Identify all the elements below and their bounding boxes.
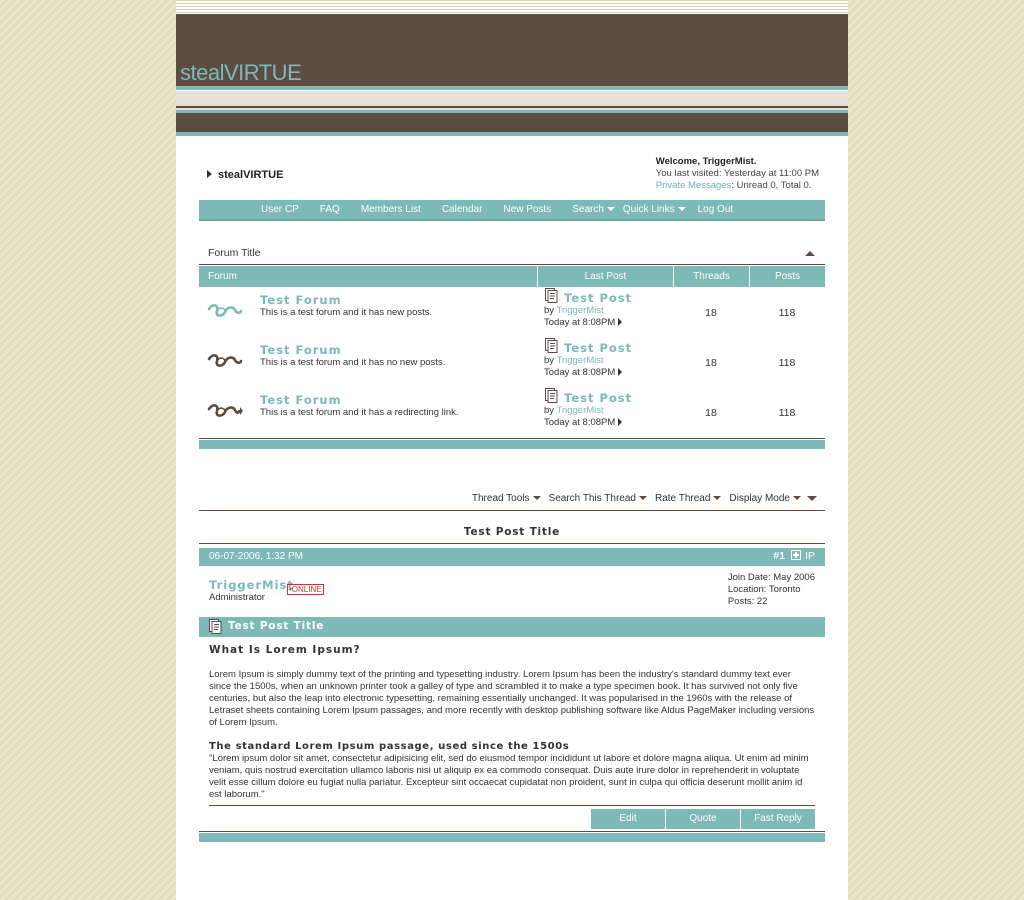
nav-calendar[interactable]: Calendar (441, 204, 483, 215)
forum-section-title: Forum Title (208, 247, 261, 259)
header-band (176, 86, 848, 136)
last-post-date-text: Today at 8:08PM (544, 367, 616, 378)
ip-expand-icon[interactable] (791, 550, 801, 560)
last-post-date (544, 417, 622, 428)
forum-table-footer (199, 438, 825, 449)
thread-title: Test Post Title (463, 526, 561, 538)
last-post-date (544, 367, 622, 378)
post-date: 06-07-2006, 1:32 PM (209, 551, 303, 562)
post-permalink[interactable]: #1 (773, 550, 786, 562)
post-icon (545, 388, 558, 403)
forum-description: This is a test forum and it has a redirecting link. (260, 407, 459, 418)
post-paragraph-2: "Lorem ipsum dolor sit amet, consectetur adipisicing elit, sed do eiusmod tempor incididunt ut labore et dolore magna aliqua. Ut enim ad minim veniam, quis nostrud exercitation ullamco laboris nisi ut aliquip ex ea commodo consequat. Duis aute irure dolor in reprehenderit in voluptate velit esse cillum dolore eu fugiat nulla pariatur. Excepteur sint occaecat cupidatat non proident, sunt in culpa qui officia deserunt mollit anim id est laborum." (209, 753, 809, 800)
post-header (199, 546, 825, 566)
nav-members-list[interactable]: Members List (360, 204, 421, 215)
post-icon (545, 338, 558, 353)
thread-count: 18 (705, 357, 717, 369)
post-title-bar (199, 617, 825, 637)
location: Location: Toronto (727, 584, 801, 595)
breadcrumb[interactable] (207, 169, 283, 181)
last-post-user-link[interactable]: TriggerMist (556, 405, 604, 416)
thread-tools-bar (199, 492, 825, 511)
page (176, 0, 848, 900)
thread-count: 18 (705, 307, 717, 319)
last-post-by (544, 405, 604, 416)
forum-name-link[interactable]: Test Forum (260, 293, 342, 307)
forum-new-icon (207, 301, 243, 321)
online-status-badge: •ONLINE (289, 585, 322, 594)
last-visited: You last visited: Yesterday at 11:00 PM (655, 168, 819, 179)
fast-reply-button[interactable]: Fast Reply (741, 809, 815, 829)
forum-row (199, 287, 825, 337)
post-count: 118 (778, 307, 796, 319)
forum-link-icon (207, 401, 243, 421)
col-threads: Threads (673, 266, 749, 287)
top-nav (199, 200, 825, 221)
go-to-last-post-icon[interactable] (618, 418, 622, 426)
last-post-title-link[interactable]: Test Post (564, 291, 633, 305)
thread-count: 18 (705, 407, 717, 419)
thread-tools-menu[interactable]: Thread Tools (472, 493, 541, 504)
nav-search[interactable]: Search (572, 204, 615, 215)
last-post-date-text: Today at 8:08PM (544, 417, 616, 428)
breadcrumb-arrow-icon (207, 170, 212, 178)
last-post-by (544, 305, 604, 316)
forum-list (199, 287, 825, 438)
by-label: by (544, 305, 557, 316)
search-thread-menu[interactable]: Search This Thread (549, 493, 647, 504)
post-title: Test Post Title (228, 620, 325, 632)
quote-button[interactable]: Quote (666, 809, 740, 829)
nav-faq[interactable]: FAQ (319, 204, 340, 215)
forum-old-icon (207, 351, 243, 371)
last-post-title-link[interactable]: Test Post (564, 341, 633, 355)
post-footer (209, 805, 815, 829)
display-mode-menu[interactable]: Display Mode (729, 493, 801, 504)
private-messages-link[interactable]: Private Messages (655, 180, 732, 191)
nav-log-out[interactable]: Log Out (697, 204, 734, 215)
post-username-link[interactable]: TriggerMist (209, 578, 294, 592)
post-heading-2: The standard Lorem Ipsum passage, used since the 1500s (209, 741, 570, 752)
rate-thread-menu[interactable]: Rate Thread (655, 493, 721, 504)
last-post-by (544, 355, 604, 366)
nav-user-cp[interactable]: User CP (261, 204, 299, 215)
pm-status: : Unread 0, Total 0. (731, 180, 812, 191)
post-bottom-bar (199, 831, 825, 842)
header-banner (176, 14, 848, 86)
forum-description: This is a test forum and it has no new posts. (260, 357, 446, 368)
last-post-date-text: Today at 8:08PM (544, 317, 616, 328)
last-post-user-link[interactable]: TriggerMist (556, 305, 604, 316)
thread-title-bar (199, 524, 825, 544)
forum-name-link[interactable]: Test Forum (260, 343, 342, 357)
by-label: by (544, 355, 557, 366)
navbar-row (199, 154, 825, 194)
col-posts: Posts (749, 266, 825, 287)
post-heading-1: What Is Lorem Ipsum? (209, 644, 361, 656)
forum-description: This is a test forum and it has new posts. (260, 307, 433, 318)
forum-name-link[interactable]: Test Forum (260, 393, 342, 407)
col-last-post: Last Post (537, 266, 673, 287)
last-post-date (544, 317, 622, 328)
user-post-count: Posts: 22 (727, 596, 768, 607)
forum-section-header (199, 245, 825, 265)
chevron-down-icon[interactable] (807, 493, 817, 503)
last-post-user-link[interactable]: TriggerMist (556, 355, 604, 366)
user-stats (728, 572, 815, 608)
post-user-info (199, 570, 825, 616)
last-post-title-link[interactable]: Test Post (564, 391, 633, 405)
breadcrumb-label[interactable]: stealVIRTUE (218, 169, 284, 181)
go-to-last-post-icon[interactable] (618, 318, 622, 326)
forum-table-header (199, 266, 825, 287)
user-title: Administrator (209, 592, 265, 603)
post-icon (545, 288, 558, 303)
forum-row (199, 337, 825, 387)
post-count: 118 (778, 357, 796, 369)
col-forum: Forum (208, 271, 237, 282)
post-number (773, 550, 815, 562)
join-date: Join Date: May 2006 (727, 572, 815, 583)
nav-new-posts[interactable]: New Posts (503, 204, 552, 215)
post-count: 118 (778, 407, 796, 419)
welcome-greeting: Welcome, TriggerMist. (655, 156, 757, 167)
nav-quick-links[interactable]: Quick Links (623, 204, 686, 215)
header-top-stripes (176, 0, 848, 14)
go-to-last-post-icon[interactable] (618, 368, 622, 376)
forum-row (199, 387, 825, 437)
post-icon (209, 619, 222, 634)
edit-button[interactable]: Edit (591, 809, 665, 829)
ip-label[interactable]: IP (805, 550, 815, 562)
by-label: by (544, 405, 557, 416)
site-logo[interactable]: stealVIRTUE (180, 60, 302, 85)
collapse-icon[interactable] (805, 251, 815, 256)
welcome-box (656, 156, 819, 192)
post-paragraph-1: Lorem Ipsum is simply dummy text of the printing and typesetting industry. Lorem Ipsum has been the industry's standard dummy text ever since the 1500s, when an unknown printer took a galley of type and scrambled it to make a type specimen book. It has survived not only five centuries, but also the leap into electronic typesetting, remaining essentially unchanged. It was popularised in the 1960s with the release of Letraset sheets containing Lorem Ipsum passages, and more recently with desktop publishing software like Aldus PageMaker including versions of Lorem Ipsum. (209, 669, 815, 728)
